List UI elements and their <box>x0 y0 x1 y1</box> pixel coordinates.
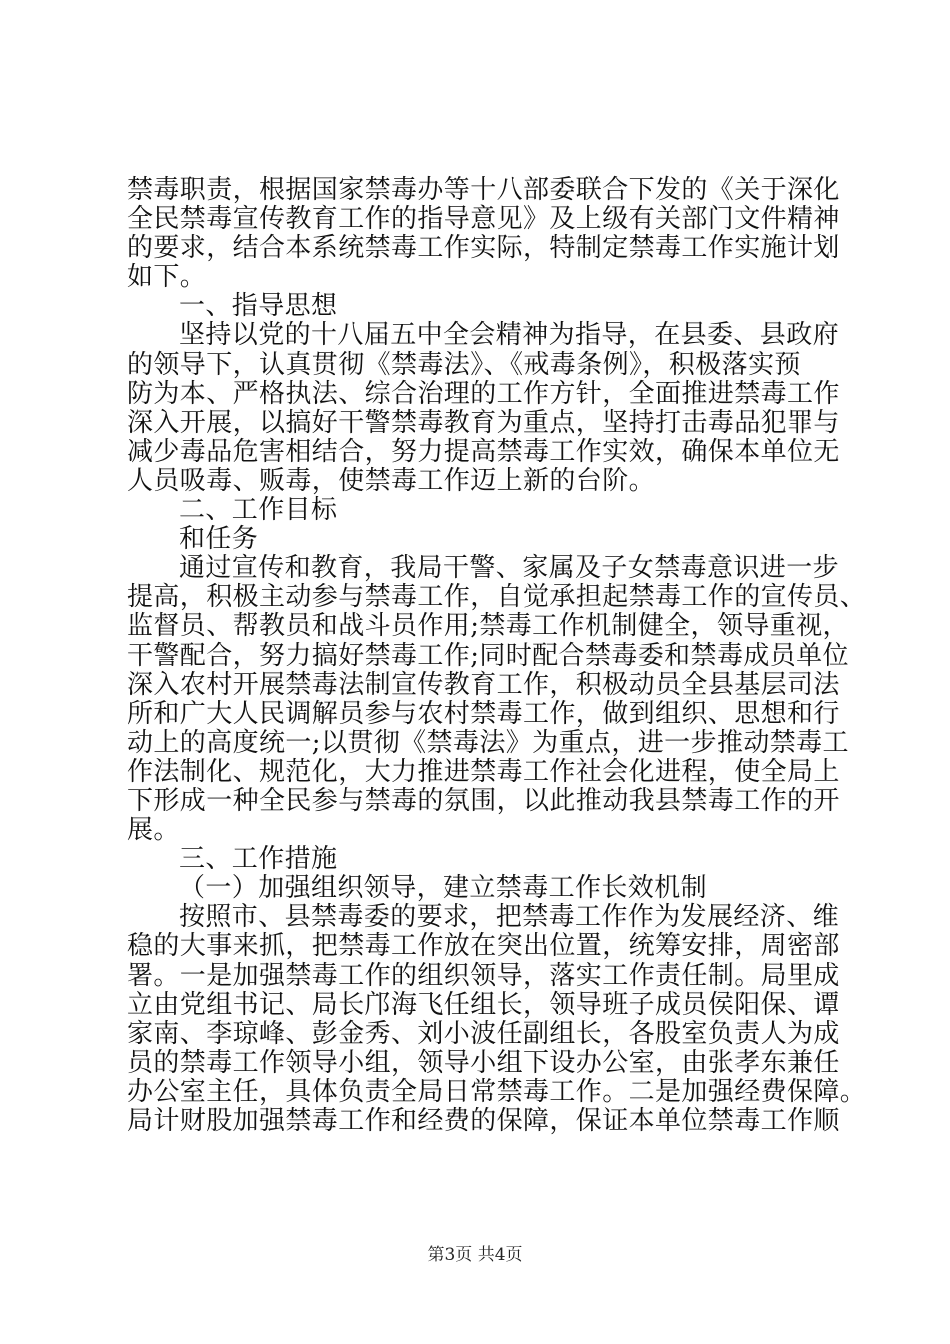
text-line: 按照市、县禁毒委的要求，把禁毒工作作为发展经济、维 <box>179 902 840 933</box>
text-line: 通过宣传和教育，我局干警、家属及子女禁毒意识进一步 <box>179 553 840 584</box>
text-line: 二、工作目标 <box>179 495 338 526</box>
text-line: 所和广大人民调解员参与农村禁毒工作，做到组织、思想和行 <box>127 698 840 729</box>
text-line: 作法制化、规范化，大力推进禁毒工作社会化进程，使全局上 <box>127 756 840 787</box>
text-line: 的要求，结合本系统禁毒工作实际，特制定禁毒工作实施计划 <box>127 233 840 264</box>
text-line: 监督员、帮教员和战斗员作用;禁毒工作机制健全，领导重视， <box>127 611 849 642</box>
text-line: 动上的高度统一;以贯彻《禁毒法》为重点，进一步推动禁毒工 <box>127 727 849 758</box>
text-line: 坚持以党的十八届五中全会精神为指导，在县委、县政府 <box>179 320 840 351</box>
text-line: 员的禁毒工作领导小组，领导小组下设办公室，由张孝东兼任 <box>127 1047 840 1078</box>
text-line: 干警配合，努力搞好禁毒工作;同时配合禁毒委和禁毒成员单位 <box>127 640 849 671</box>
text-line: 如下。 <box>127 262 207 293</box>
text-line: 局计财股加强禁毒工作和经费的保障，保证本单位禁毒工作顺 <box>127 1106 840 1136</box>
text-line: 办公室主任，具体负责全局日常禁毒工作。二是加强经费保障。 <box>127 1076 867 1107</box>
text-line: 减少毒品危害相结合，努力提高禁毒工作实效，确保本单位无 <box>127 436 840 467</box>
text-line: 的领导下，认真贯彻《禁毒法》、《戒毒条例》，积极落实预 <box>127 349 801 380</box>
text-line: 提高，积极主动参与禁毒工作，自觉承担起禁毒工作的宣传员、 <box>127 582 867 613</box>
text-line: （一）加强组织领导，建立禁毒工作长效机制 <box>179 873 708 904</box>
text-line: 禁毒职责，根据国家禁毒办等十八部委联合下发的《关于深化 <box>127 175 840 205</box>
text-line: 一、指导思想 <box>179 291 338 322</box>
text-line: 家南、李琼峰、彭金秀、刘小波任副组长，各股室负责人为成 <box>127 1018 840 1049</box>
page-footer: 第3页 共4页 <box>427 1245 523 1265</box>
text-line: 人员吸毒、贩毒，使禁毒工作迈上新的台阶。 <box>127 465 656 496</box>
text-line: 稳的大事来抓，把禁毒工作放在突出位置，统筹安排，周密部 <box>127 931 840 962</box>
text-line: 深入农村开展禁毒法制宣传教育工作，积极动员全县基层司法 <box>127 669 840 700</box>
text-line: 和任务 <box>179 524 259 555</box>
text-line: 展。 <box>127 815 180 846</box>
text-line: 深入开展，以搞好干警禁毒教育为重点，坚持打击毒品犯罪与 <box>127 407 840 438</box>
text-line: 全民禁毒宣传教育工作的指导意见》及上级有关部门文件精神 <box>127 204 840 235</box>
text-line: 署。一是加强禁毒工作的组织领导，落实工作责任制。局里成 <box>127 960 840 991</box>
document-body <box>127 175 867 1136</box>
text-line: 三、工作措施 <box>179 844 338 875</box>
text-line: 下形成一种全民参与禁毒的氛围，以此推动我县禁毒工作的开 <box>127 785 840 816</box>
text-line: 防为本、严格执法、综合治理的工作方针，全面推进禁毒工作 <box>127 378 840 409</box>
text-line: 立由党组书记、局长邝海飞任组长，领导班子成员侯阳保、谭 <box>127 989 840 1020</box>
